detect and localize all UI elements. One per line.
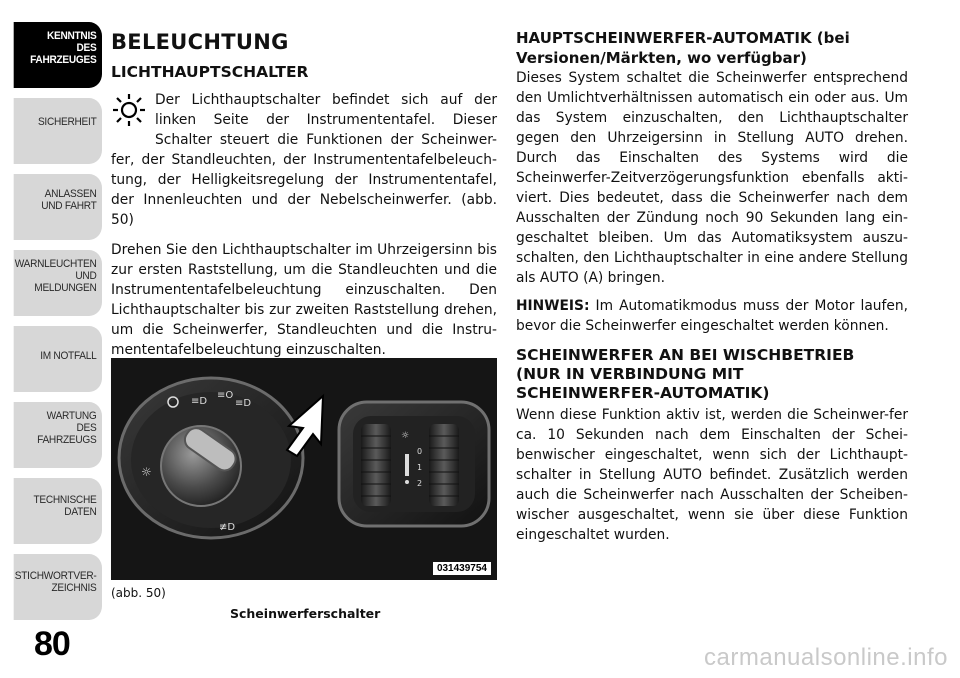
tab-technische-daten[interactable] xyxy=(14,478,102,544)
wiper-headlight-heading xyxy=(516,346,908,403)
tab-sicherheit[interactable] xyxy=(14,98,102,164)
auto-headlight-paragraph: Dieses System schaltet die Scheinwerfer entsprechend den Umlichtverhältnissen automatisch ein oder aus. Um das System einzuschalten, den Lichthauptschalter gegen den Uhrzeigersinn in Stellung AUTO drehen. Durch das Einschalten des Systems wird die Scheinwerfer-Zeitverzögerungsfunktion ebenfalls akti-viert. Dies bedeutet, dass die Scheinwerfer nach dem Ausschalten der Zündung noch 90 Sekunden lang ein-geschaltet bleiben. Um das Automatiksystem auszu-schalten, den Lichthauptschalter in eine andere Stellung als AUTO (A) bringen. xyxy=(516,70,908,286)
intro-text: Der Lichthauptschalter befindet sich auf der linken Seite der Instrumententafel. Dieser Schalter steuert die Funktionen der Scheinwer-fer, der Standleuchten, der Instrumententafelbeleuch-tung, der Helligkeitsregelung der Instrumententafel, der Innenleuchten und der Nebelscheinwerfer. (abb. 50) xyxy=(111,92,497,228)
tab-kenntnis-des-fahrzeuges[interactable] xyxy=(14,22,102,88)
tab-stichwortverzeichnis[interactable] xyxy=(14,554,102,620)
svg-text:≡D: ≡D xyxy=(235,398,252,409)
figure-reference: (abb. 50) xyxy=(111,586,166,600)
note-text: Im Automatikmodus muss der Motor laufen, bevor die Scheinwerfer eingeschaltet werden können. xyxy=(516,298,908,334)
switch-illustration xyxy=(111,358,497,580)
figure-caption: Scheinwerferschalter xyxy=(230,606,381,621)
tab-label: WARTUNG DES FAHRZEUGS xyxy=(37,410,97,446)
tab-label: WARNLEUCHTEN UND MELDUNGEN xyxy=(14,258,97,294)
dial-label: 0 xyxy=(417,447,423,456)
svg-text:≢D: ≢D xyxy=(219,522,236,533)
tab-label: SICHERHEIT xyxy=(37,116,97,128)
tab-label: KENNTNIS DES FAHRZEUGES xyxy=(30,30,97,66)
headlight-switch-photo xyxy=(111,358,497,580)
tab-im-notfall[interactable] xyxy=(14,326,102,392)
section-heading: BELEUCHTUNG xyxy=(111,30,289,54)
right-column xyxy=(516,28,908,555)
tab-anlassen-und-fahrt[interactable] xyxy=(14,174,102,240)
dial-label: 1 xyxy=(417,463,423,472)
heading-line: SCHEINWERFER-AUTOMATIK) xyxy=(516,384,770,402)
heading-line: Versionen/Märkten, wo verfügbar) xyxy=(516,49,807,67)
auto-headlight-heading xyxy=(516,28,908,68)
left-column xyxy=(111,28,497,370)
wiper-headlight-paragraph: Wenn diese Funktion aktiv ist, werden die Scheinwer-fer ca. 10 Sekunden nach dem Einschalten der Schei-benwischer eingeschaltet, wenn sich der Lichthaupt-schalter in Stellung AUTO befindet. Zusätzlich werden auch die Scheinwerfer nach Ausschalten der Scheiben-wischer ausgeschaltet, wenn sie über diese Funktion eingeschaltet wurden. xyxy=(516,407,908,543)
heading-line: HAUPTSCHEINWERFER-AUTOMATIK (bei xyxy=(516,29,850,47)
heading-line: SCHEINWERFER AN BEI WISCHBETRIEB xyxy=(516,346,855,364)
heading-line: (NUR IN VERBINDUNG MIT xyxy=(516,365,744,383)
note-paragraph xyxy=(516,296,908,336)
figure-code: 031439754 xyxy=(433,562,491,575)
tab-label: TECHNISCHE DATEN xyxy=(33,494,97,518)
subsection-heading: LICHTHAUPTSCHALTER xyxy=(111,63,309,81)
svg-text:☼: ☼ xyxy=(141,465,152,479)
svg-text:≡O: ≡O xyxy=(217,390,234,401)
rotation-paragraph: Drehen Sie den Lichthauptschalter im Uhrzeigersinn bis zur ersten Raststellung, um die Standleuchten und die Instrumententafelbeleuchtung einzuschalten. Den Lichthauptschalter bis zur zweiten Raststellung drehen, um die Scheinwerfer, Standleuchten und die Instru-mententafelbeleuchtung einzuschalten. xyxy=(111,242,497,358)
dial-label: 2 xyxy=(417,479,423,488)
note-label: HINWEIS: xyxy=(516,298,590,314)
page-number: 80 xyxy=(34,625,70,663)
tab-warnleuchten-und-meldungen[interactable] xyxy=(14,250,102,316)
svg-text:☼: ☼ xyxy=(401,431,410,441)
tab-label: ANLASSEN UND FAHRT xyxy=(41,188,97,212)
light-sun-icon xyxy=(111,90,147,132)
tab-wartung-des-fahrzeugs[interactable] xyxy=(14,402,102,468)
svg-text:≡D: ≡D xyxy=(191,396,208,407)
tab-label: STICHWORTVER- ZEICHNIS xyxy=(14,570,97,594)
watermark: carmanualsonline.info xyxy=(704,644,948,671)
tab-label: IM NOTFALL xyxy=(40,350,97,362)
intro-paragraph xyxy=(111,90,497,230)
